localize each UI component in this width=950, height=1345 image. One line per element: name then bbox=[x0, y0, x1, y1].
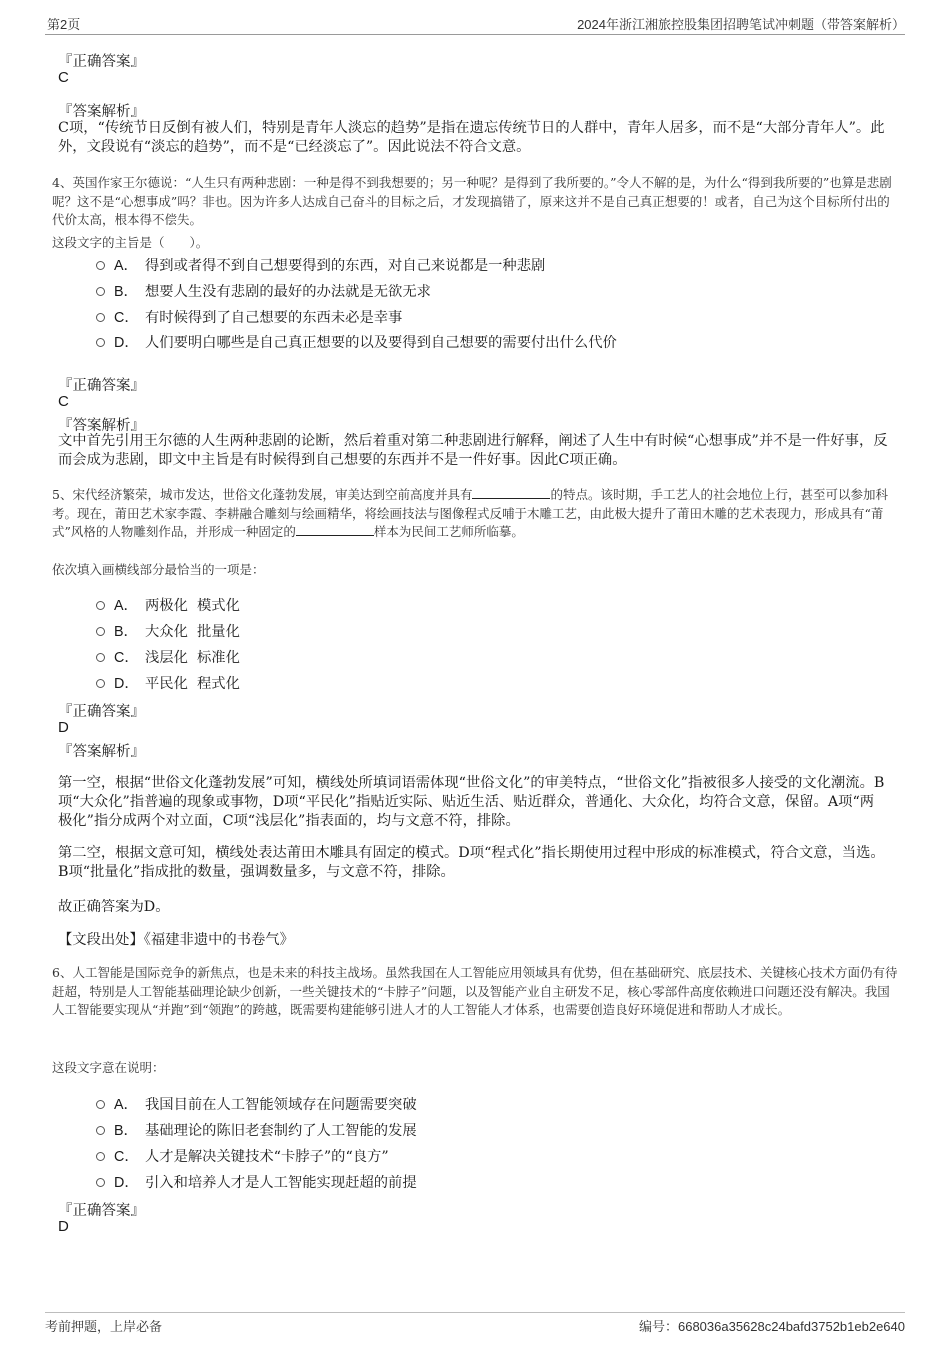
q5-answer: D bbox=[58, 719, 69, 736]
radio-icon[interactable] bbox=[96, 1178, 105, 1187]
page-footer bbox=[45, 1312, 905, 1335]
radio-icon[interactable] bbox=[96, 261, 105, 270]
radio-icon[interactable] bbox=[96, 313, 105, 322]
q6-answer: D bbox=[58, 1218, 69, 1235]
analysis-label: 『答案解析』 bbox=[58, 104, 145, 120]
radio-icon[interactable] bbox=[96, 1152, 105, 1161]
q5-question-text: 5、宋代经济繁荣，城市发达，世俗文化蓬勃发展，审美达到空前高度并具有 的特点。该时期，手工艺人的社会地位上行，甚至可以参加科考。现在，莆田艺术家李霞、李耕融合雕刻与绘画精华，将绘画技法与图像程式反哺于木雕工艺，由此极大提升了莆田木雕的艺术表现力，形成具有“莆式”风格的人物雕刻作品，并形成一种固定的 样本为民间工艺师所临摹。 bbox=[52, 487, 888, 539]
q4-answer: C bbox=[58, 393, 69, 410]
q5-analysis-first-blank: 第一空，根据“世俗文化蓬勃发展”可知，横线处所填词语需体现“世俗文化”的审美特点，“世俗文化”指被很多人接受的文化潮流。B项“大众化”指普遍的现象或事物，D项“平民化”指贴近实际、贴近生活、贴近群众，普通化、大众化，均符合文意，保留。A项“两极化”指分成两个对立面，C项“浅层化”指表面的，均与文意不符，排除。 bbox=[58, 775, 885, 829]
q6-prompt: 这段文字意在说明： bbox=[52, 1060, 165, 1075]
analysis-label: 『答案解析』 bbox=[58, 418, 145, 434]
radio-icon[interactable] bbox=[96, 679, 105, 688]
q4-question-text: 4、英国作家王尔德说：“人生只有两种悲剧：一种是得不到我想要的；另一种呢？是得到了我所要的。”令人不解的是，为什么“得到我所要的”也算是悲剧呢？这不是“心想事成”吗？非也。因为许多人达成自己奋斗的目标之后，才发现搞错了，原来这并不是自己真正想要的！或者，自己为这个目标所付出的代价太高，根本得不偿失。 bbox=[52, 175, 892, 227]
q3-analysis: C项，“传统节日反倒有被人们，特别是青年人淡忘的趋势”是指在遗忘传统节日的人群中，青年人居多，而不是“大部分青年人”。此外，文段说有“淡忘的趋势”，而不是“已经淡忘了”。因此说法不符合文意。 bbox=[58, 120, 885, 155]
q4-prompt: 这段文字的主旨是（ ）。 bbox=[52, 235, 209, 250]
page-number: 第2页 bbox=[47, 17, 81, 32]
q5-source: 【文段出处】《福建非遗中的书卷气》 bbox=[58, 932, 294, 948]
q4-analysis: 文中首先引用王尔德的人生两种悲剧的论断，然后着重对第二种悲剧进行解释，阐述了人生中有时候“心想事成”并不是一件好事，反而会成为悲剧，即文中主旨是有时候得到自己想要的东西并不是一件好事。因此C项正确。 bbox=[58, 433, 888, 468]
radio-icon[interactable] bbox=[96, 1126, 105, 1135]
document-title: 2024年浙江湘旅控股集团招聘笔试冲刺题（带答案解析） bbox=[577, 17, 905, 32]
radio-icon[interactable] bbox=[96, 1100, 105, 1109]
answer-label: 『正确答案』 bbox=[58, 54, 145, 70]
document-id: 编号：668036a35628c24bafd3752b1eb2e640 bbox=[638, 1319, 905, 1334]
answer-label: 『正确答案』 bbox=[58, 1203, 145, 1219]
radio-icon[interactable] bbox=[96, 338, 105, 347]
radio-icon[interactable] bbox=[96, 627, 105, 636]
page-header bbox=[45, 12, 905, 35]
q5-prompt: 依次填入画横线部分最恰当的一项是： bbox=[52, 562, 265, 577]
q5-conclusion: 故正确答案为D。 bbox=[58, 899, 170, 915]
footer-slogan: 考前押题，上岸必备 bbox=[45, 1319, 163, 1334]
fill-blank-2 bbox=[296, 523, 374, 536]
answer-label: 『正确答案』 bbox=[58, 704, 145, 720]
radio-icon[interactable] bbox=[96, 287, 105, 296]
q3-answer: C bbox=[58, 69, 69, 86]
radio-icon[interactable] bbox=[96, 601, 105, 610]
analysis-label: 『答案解析』 bbox=[58, 744, 145, 760]
answer-label: 『正确答案』 bbox=[58, 378, 145, 394]
q6-question-text: 6、人工智能是国际竞争的新焦点，也是未来的科技主战场。虽然我国在人工智能应用领域具有优势，但在基础研究、底层技术、关键核心技术方面仍有待赶超，特别是人工智能基础理论缺少创新，一些关键技术的“卡脖子”问题，以及智能产业自主研发不足，核心零部件高度依赖进口问题还没有解决。我国人工智能要实现从“并跑”到“领跑”的跨越，既需要构建能够引进人才的人工智能人才体系，也需要创造良好环境促进和帮助人才成长。 bbox=[52, 965, 898, 1017]
fill-blank-1 bbox=[472, 486, 550, 499]
q5-analysis-second-blank: 第二空，根据文意可知，横线处表达莆田木雕具有固定的模式。D项“程式化”指长期使用过程中形成的标准模式，符合文意，当选。B项“批量化”指成批的数量，强调数量多，与文意不符，排除。 bbox=[58, 845, 885, 880]
radio-icon[interactable] bbox=[96, 653, 105, 662]
